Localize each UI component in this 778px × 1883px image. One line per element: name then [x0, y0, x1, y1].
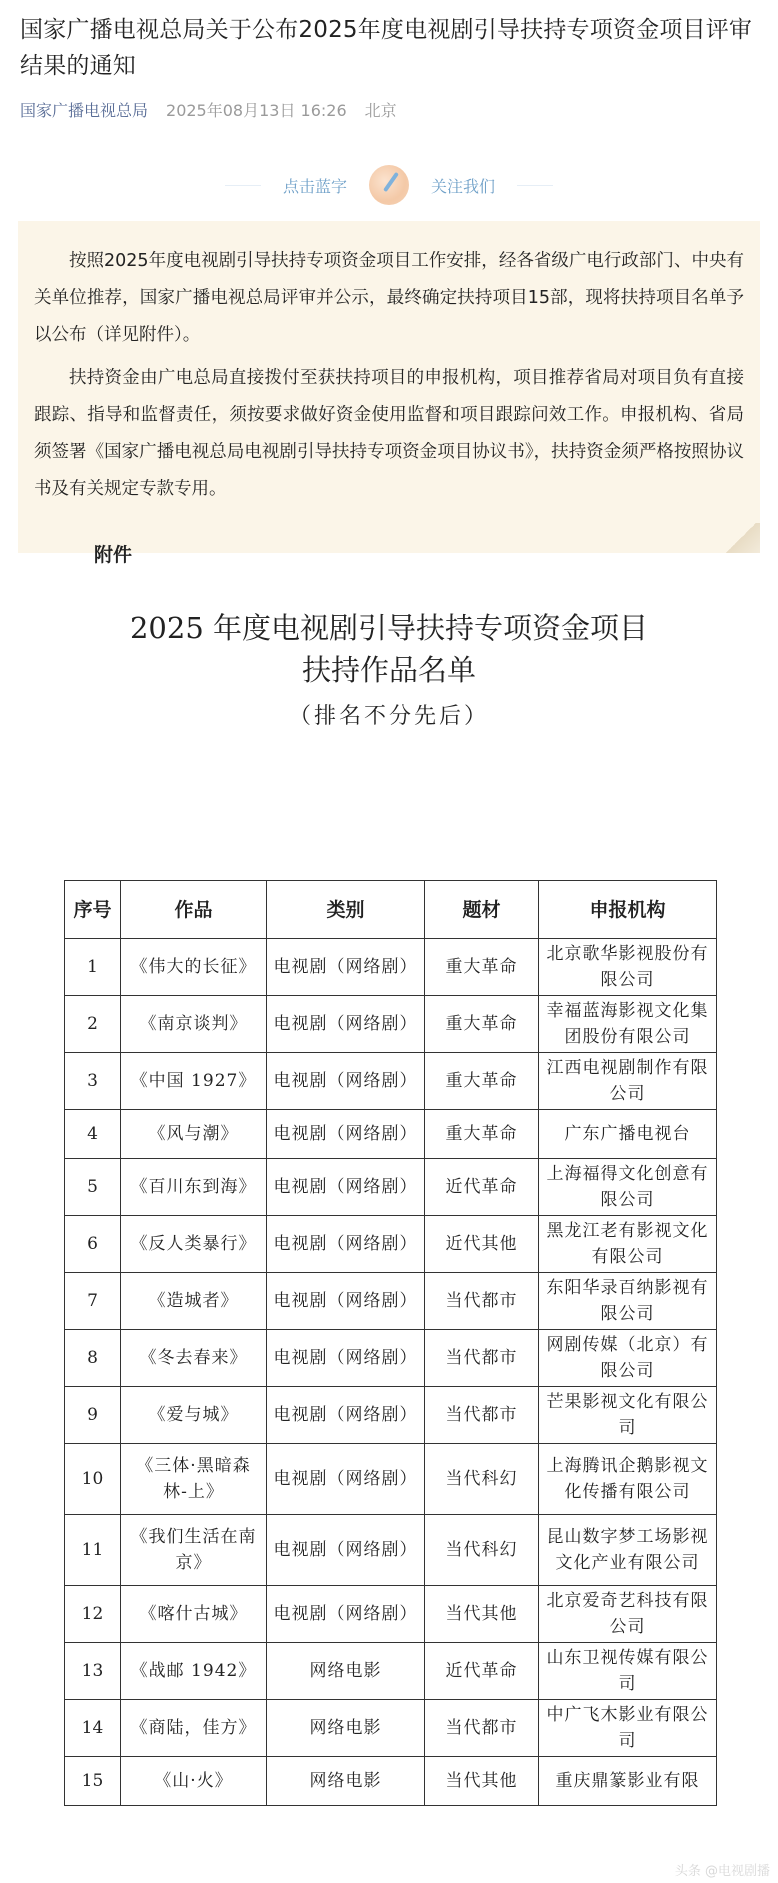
- row-theme: 近代其他: [425, 1216, 539, 1273]
- row-no: 4: [65, 1110, 121, 1159]
- attachment-title: [0, 607, 778, 691]
- row-work: 《伟大的长征》: [121, 939, 267, 996]
- row-theme: 近代革命: [425, 1159, 539, 1216]
- row-work: 《风与潮》: [121, 1110, 267, 1159]
- table-row: [65, 1053, 717, 1110]
- row-theme: 重大革命: [425, 996, 539, 1053]
- article-datetime: 2025年08月13日 16:26: [166, 101, 347, 120]
- row-org: 山东卫视传媒有限公司: [539, 1643, 717, 1700]
- article-source-link[interactable]: 国家广播电视总局: [20, 101, 149, 120]
- brush-badge-icon: [369, 165, 409, 205]
- header-type: 类别: [267, 881, 425, 939]
- row-work: 《造城者》: [121, 1273, 267, 1330]
- table-row: [65, 1757, 717, 1806]
- article-meta: [20, 98, 758, 121]
- table-row: [65, 1387, 717, 1444]
- row-type: 电视剧（网络剧）: [267, 1159, 425, 1216]
- row-theme: 当代都市: [425, 1387, 539, 1444]
- table-header-row: [65, 881, 717, 939]
- row-work: 《南京谈判》: [121, 996, 267, 1053]
- follow-right-text[interactable]: 关注我们: [431, 176, 496, 196]
- row-work: 《山·火》: [121, 1757, 267, 1806]
- row-theme: 当代都市: [425, 1330, 539, 1387]
- attachment-title-line1: 2025 年度电视剧引导扶持专项资金项目: [129, 611, 649, 645]
- attachment-label: 附件: [94, 544, 133, 566]
- header-no: 序号: [65, 881, 121, 939]
- row-org: 江西电视剧制作有限公司: [539, 1053, 717, 1110]
- row-theme: 当代其他: [425, 1586, 539, 1643]
- header-org: 申报机构: [539, 881, 717, 939]
- row-no: 12: [65, 1586, 121, 1643]
- row-type: 电视剧（网络剧）: [267, 1387, 425, 1444]
- follow-banner[interactable]: [0, 165, 778, 205]
- row-org: 上海福得文化创意有限公司: [539, 1159, 717, 1216]
- row-no: 2: [65, 996, 121, 1053]
- row-no: 1: [65, 939, 121, 996]
- watermark: 头条 @电视剧播: [674, 1864, 770, 1879]
- row-work: 《三体·黑暗森林-上》: [121, 1444, 267, 1515]
- row-no: 13: [65, 1643, 121, 1700]
- table-row: [65, 1586, 717, 1643]
- table-row: [65, 996, 717, 1053]
- table-row: [65, 1515, 717, 1586]
- row-no: 8: [65, 1330, 121, 1387]
- row-no: 10: [65, 1444, 121, 1515]
- row-theme: 重大革命: [425, 939, 539, 996]
- table-row: [65, 1216, 717, 1273]
- row-no: 11: [65, 1515, 121, 1586]
- table-row: [65, 1643, 717, 1700]
- row-type: 电视剧（网络剧）: [267, 1273, 425, 1330]
- row-work: 《商陆，佳方》: [121, 1700, 267, 1757]
- row-work: 《百川东到海》: [121, 1159, 267, 1216]
- row-org: 昆山数字梦工场影视文化产业有限公司: [539, 1515, 717, 1586]
- row-theme: 当代科幻: [425, 1515, 539, 1586]
- row-org: 芒果影视文化有限公司: [539, 1387, 717, 1444]
- row-org: 中广飞木影业有限公司: [539, 1700, 717, 1757]
- notice-box: [18, 221, 760, 553]
- table-row: [65, 1159, 717, 1216]
- row-theme: 当代都市: [425, 1273, 539, 1330]
- row-type: 电视剧（网络剧）: [267, 1515, 425, 1586]
- notice-paragraph: 扶持资金由广电总局直接拨付至获扶持项目的申报机构，项目推荐省局对项目负有直接跟踪、指导和监督责任，须按要求做好资金使用监督和项目跟踪问效工作。申报机构、省局须签署《国家广播电视总局电视剧引导扶持专项资金项目协议书》，扶持资金须严格按照协议书及有关规定专款专用。: [34, 368, 744, 499]
- row-type: 电视剧（网络剧）: [267, 1110, 425, 1159]
- row-no: 6: [65, 1216, 121, 1273]
- row-type: 网络电影: [267, 1700, 425, 1757]
- row-type: 电视剧（网络剧）: [267, 1444, 425, 1515]
- row-org: 重庆鼎篆影业有限: [539, 1757, 717, 1806]
- table-row: [65, 939, 717, 996]
- row-type: 电视剧（网络剧）: [267, 1330, 425, 1387]
- header-theme: 题材: [425, 881, 539, 939]
- row-theme: 重大革命: [425, 1053, 539, 1110]
- table-row: [65, 1700, 717, 1757]
- row-type: 电视剧（网络剧）: [267, 1216, 425, 1273]
- row-theme: 当代其他: [425, 1757, 539, 1806]
- header-work: 作品: [121, 881, 267, 939]
- row-type: 电视剧（网络剧）: [267, 1053, 425, 1110]
- row-theme: 重大革命: [425, 1110, 539, 1159]
- row-type: 网络电影: [267, 1757, 425, 1806]
- row-org: 黑龙江老有影视文化有限公司: [539, 1216, 717, 1273]
- row-no: 7: [65, 1273, 121, 1330]
- project-table: [64, 880, 717, 1806]
- attachment-subtitle: （排名不分先后）: [288, 704, 489, 729]
- row-org: 北京歌华影视股份有限公司: [539, 939, 717, 996]
- row-no: 15: [65, 1757, 121, 1806]
- row-org: 上海腾讯企鹅影视文化传播有限公司: [539, 1444, 717, 1515]
- row-org: 网剧传媒（北京）有限公司: [539, 1330, 717, 1387]
- row-theme: 近代革命: [425, 1643, 539, 1700]
- divider: [225, 185, 261, 186]
- row-type: 电视剧（网络剧）: [267, 996, 425, 1053]
- attachment-title-line2: 扶持作品名单: [301, 653, 476, 687]
- table-body: [65, 939, 717, 1806]
- row-type: 电视剧（网络剧）: [267, 939, 425, 996]
- table-row: [65, 1330, 717, 1387]
- row-type: 电视剧（网络剧）: [267, 1586, 425, 1643]
- row-work: 《反人类暴行》: [121, 1216, 267, 1273]
- table-row: [65, 1273, 717, 1330]
- table-row: [65, 1444, 717, 1515]
- row-work: 《战邮 1942》: [121, 1643, 267, 1700]
- row-no: 5: [65, 1159, 121, 1216]
- row-theme: 当代都市: [425, 1700, 539, 1757]
- row-work: 《中国 1927》: [121, 1053, 267, 1110]
- row-no: 3: [65, 1053, 121, 1110]
- article-header: [0, 0, 778, 121]
- row-org: 广东广播电视台: [539, 1110, 717, 1159]
- row-type: 网络电影: [267, 1643, 425, 1700]
- article-title: 国家广播电视总局关于公布2025年度电视剧引导扶持专项资金项目评审结果的通知: [20, 17, 753, 79]
- attachment-section: [0, 540, 778, 730]
- row-work: 《爱与城》: [121, 1387, 267, 1444]
- row-work: 《喀什古城》: [121, 1586, 267, 1643]
- row-work: 《我们生活在南京》: [121, 1515, 267, 1586]
- divider: [517, 185, 553, 186]
- row-work: 《冬去春来》: [121, 1330, 267, 1387]
- article-location: 北京: [364, 101, 397, 120]
- row-theme: 当代科幻: [425, 1444, 539, 1515]
- row-org: 幸福蓝海影视文化集团股份有限公司: [539, 996, 717, 1053]
- row-no: 14: [65, 1700, 121, 1757]
- follow-left-text[interactable]: 点击蓝字: [282, 176, 347, 196]
- table-row: [65, 1110, 717, 1159]
- row-no: 9: [65, 1387, 121, 1444]
- row-org: 东阳华录百纳影视有限公司: [539, 1273, 717, 1330]
- row-org: 北京爱奇艺科技有限公司: [539, 1586, 717, 1643]
- notice-paragraph: 按照2025年度电视剧引导扶持专项资金项目工作安排，经各省级广电行政部门、中央有关单位推荐，国家广播电视总局评审并公示，最终确定扶持项目15部，现将扶持项目名单予以公布（详见附件）。: [34, 251, 744, 345]
